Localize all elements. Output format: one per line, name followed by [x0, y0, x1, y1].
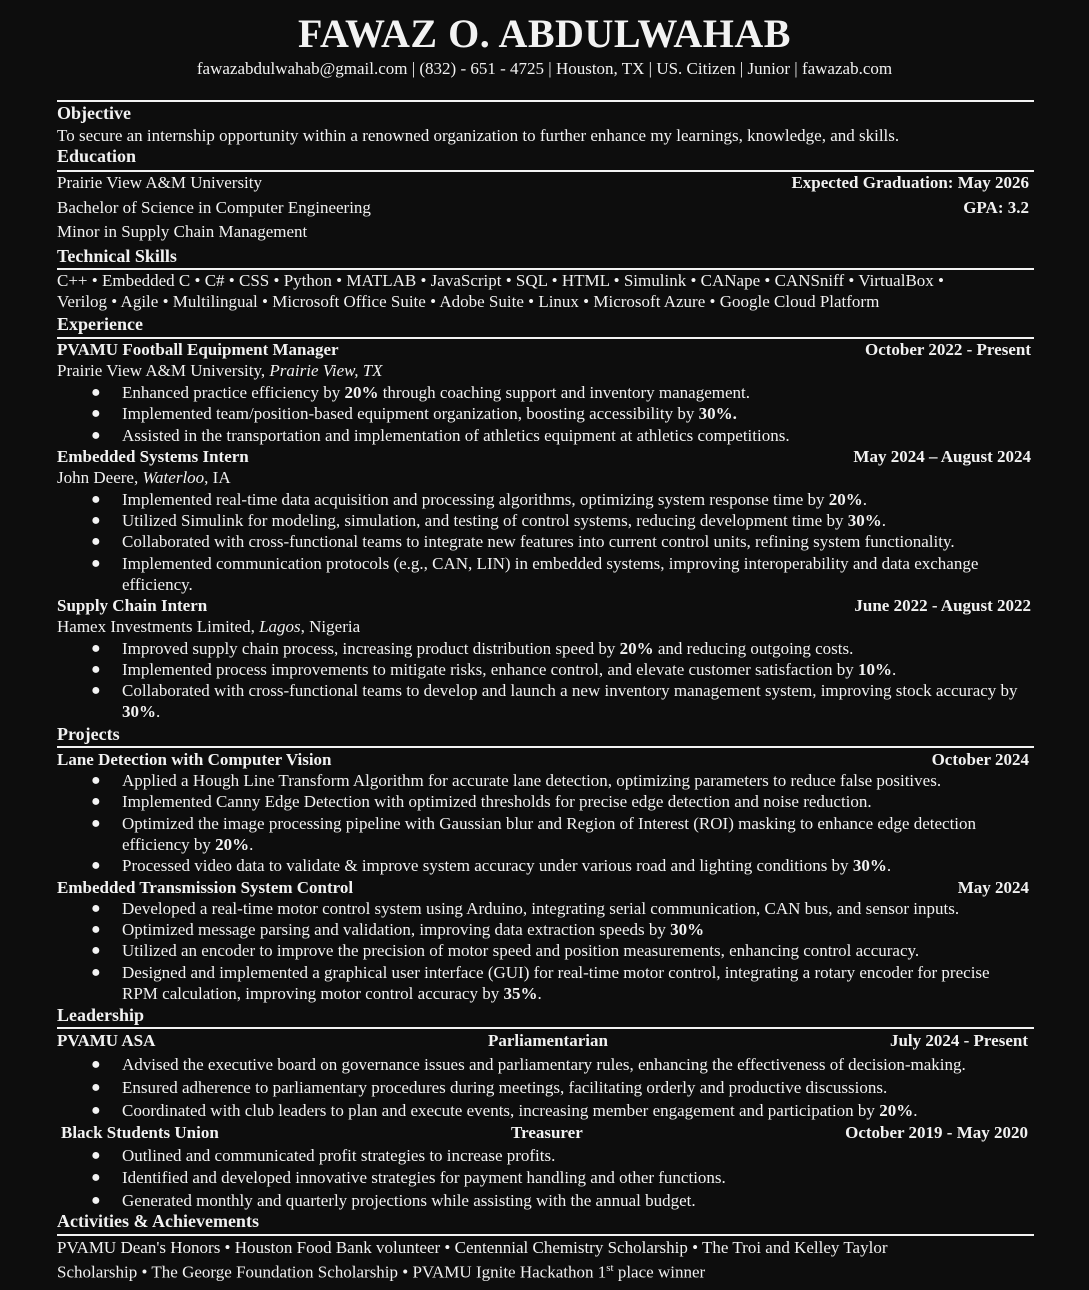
bullet-item: ● Processed video data to validate & improve system accuracy under various road and lighting conditions by 30%. [91, 856, 892, 875]
bullet-item: ● Optimized message parsing and validation, improving data extraction speeds by 30% [91, 920, 705, 939]
section-rule [57, 1234, 1034, 1236]
bullet-item: ● Collaborated with cross-functional teams to develop and launch a new inventory management system, improving stock accuracy by 30%. [91, 681, 1018, 722]
bullet-item: ● Enhanced practice efficiency by 20% through coaching support and inventory management. [91, 383, 750, 402]
bullet-item: ● Generated monthly and quarterly projections while assisting with the annual budget. [91, 1191, 696, 1210]
section-rule [57, 1027, 1034, 1029]
job-org: John Deere, Waterloo, IA [57, 468, 231, 487]
education-graduation: Expected Graduation: May 2026 [791, 173, 1029, 192]
section-title-activities: Activities & Achievements [57, 1211, 259, 1231]
leadership-dates: July 2024 - Present [889, 1031, 1028, 1050]
leadership-role: Treasurer [511, 1123, 583, 1142]
activities-line-2: Scholarship • The George Foundation Scholarship • PVAMU Ignite Hackathon 1st place winner [57, 1262, 706, 1282]
job-dates: October 2022 - Present [864, 340, 1031, 359]
job-title: PVAMU Football Equipment Manager [57, 340, 339, 359]
bullet-item: ● Outlined and communicated profit strategies to increase profits. [91, 1146, 556, 1165]
bullet-item: ● Implemented process improvements to mitigate risks, enhance control, and elevate customer satisfaction by 10%. [91, 660, 897, 679]
bullet-item: ● Ensured adherence to parliamentary procedures during meetings, facilitating orderly and productive discussions. [91, 1078, 888, 1097]
bullet-item: ● Applied a Hough Line Transform Algorithm for accurate lane detection, optimizing parameters to reduce false positives. [91, 771, 942, 790]
bullet-item: ● Designed and implemented a graphical user interface (GUI) for real-time motor control, integrating a rotary encoder for precise RPM calculation, improving motor control accuracy by 35%. [91, 963, 990, 1004]
skills-line-1: C++ • Embedded C • C# • CSS • Python • MATLAB • JavaScript • SQL • HTML • Simulink • CANape • CANSniff • VirtualBox • [57, 271, 944, 290]
project-title: Lane Detection with Computer Vision [57, 750, 332, 769]
activities-line-1: PVAMU Dean's Honors • Houston Food Bank volunteer • Centennial Chemistry Scholarship • The Troi and Kelley Taylor [57, 1238, 888, 1257]
bullet-item: ● Optimized the image processing pipeline with Gaussian blur and Region of Interest (ROI) masking to enhance edge detection efficiency by 20%. [91, 814, 977, 855]
contact-line: fawazabdulwahab@gmail.com | (832) - 651 - 4725 | Houston, TX | US. Citizen | Junior | fawazab.com [196, 59, 893, 78]
education-gpa: GPA: 3.2 [963, 198, 1029, 217]
leadership-org: Black Students Union [61, 1123, 219, 1142]
bullet-item: ● Developed a real-time motor control system using Arduino, integrating serial communication, CAN bus, and sensor inputs. [91, 899, 960, 918]
bullet-item: ● Identified and developed innovative strategies for payment handling and other functions. [91, 1168, 726, 1187]
job-title: Embedded Systems Intern [57, 447, 249, 466]
project-title: Embedded Transmission System Control [57, 878, 354, 897]
bullet-item: ● Assisted in the transportation and implementation of athletics equipment at athletics competitions. [91, 426, 790, 445]
bullet-item: ● Utilized an encoder to improve the precision of motor speed and position measurements, enhancing control accuracy. [91, 941, 920, 960]
leadership-role: Parliamentarian [488, 1031, 608, 1050]
section-title-skills: Technical Skills [57, 246, 177, 266]
education-degree: Bachelor of Science in Computer Engineering [57, 198, 371, 217]
leadership-dates: October 2019 - May 2020 [845, 1123, 1028, 1142]
objective-text: To secure an internship opportunity within a renowned organization to further enhance my learnings, knowledge, and skills. [57, 126, 900, 145]
leadership-org: PVAMU ASA [57, 1031, 156, 1050]
job-dates: May 2024 – August 2024 [853, 447, 1031, 466]
section-title-experience: Experience [57, 314, 143, 334]
section-title-objective: Objective [57, 103, 131, 123]
bullet-item: ● Coordinated with club leaders to plan and execute events, increasing member engagement and participation by 20%. [91, 1101, 918, 1120]
job-title: Supply Chain Intern [57, 596, 208, 615]
bullet-item: ● Implemented communication protocols (e.g., CAN, LIN) in embedded systems, improving interoperability and data exchange efficiency. [91, 554, 979, 595]
bullet-item: ● Implemented team/position-based equipment organization, boosting accessibility by 30%. [91, 404, 737, 423]
bullet-item: ● Improved supply chain process, increasing product distribution speed by 20% and reducing outgoing costs. [91, 639, 854, 658]
section-rule [57, 100, 1034, 102]
bullet-item: ● Implemented real-time data acquisition and processing algorithms, optimizing system response time by 20%. [91, 490, 868, 509]
bullet-item: ● Advised the executive board on governance issues and parliamentary rules, enhancing the effectiveness of decision-making. [91, 1055, 966, 1074]
bullet-item: ● Implemented Canny Edge Detection with optimized thresholds for precise edge detection and noise reduction. [91, 792, 872, 811]
job-org: Hamex Investments Limited, Lagos, Nigeria [57, 617, 361, 636]
project-dates: May 2024 [957, 878, 1029, 897]
job-dates: June 2022 - August 2022 [854, 596, 1031, 615]
project-dates: October 2024 [931, 750, 1029, 769]
bullet-item: ● Utilized Simulink for modeling, simulation, and testing of control systems, reducing development time by 30%. [91, 511, 886, 530]
section-title-leadership: Leadership [57, 1005, 145, 1025]
section-title-projects: Projects [57, 724, 120, 744]
section-title-education: Education [57, 146, 137, 166]
education-minor: Minor in Supply Chain Management [57, 222, 308, 241]
job-org: Prairie View A&M University, Prairie View, TX [57, 361, 383, 380]
skills-line-2: Verilog • Agile • Multilingual • Microsoft Office Suite • Adobe Suite • Linux • Microsoft Azure • Google Cloud Platform [57, 292, 880, 311]
candidate-name: FAWAZ O. ABDULWAHAB [298, 11, 791, 56]
section-rule [57, 746, 1034, 748]
bullet-item: ● Collaborated with cross-functional teams to integrate new features into current control units, refining system functionality. [91, 532, 955, 551]
education-school: Prairie View A&M University [57, 173, 263, 192]
